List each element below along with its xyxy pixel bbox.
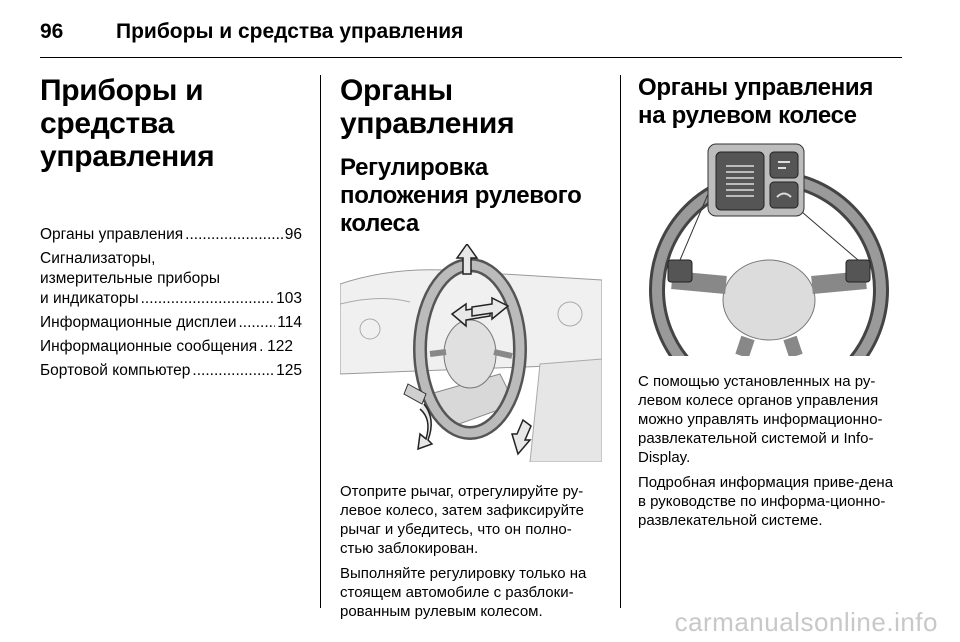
paragraph: Отоприте рычаг, отрегулируйте ру-левое колесо, затем зафиксируйте рычаг и убедитесь, что он полно-стью заблокирован. (340, 483, 584, 557)
toc-leader-dots (185, 225, 283, 245)
steering-wheel-adjust-figure (340, 244, 602, 462)
toc-entry-page: 125 (276, 362, 302, 379)
toc-entry[interactable] (40, 225, 302, 245)
steering-wheel-controls-illustration (638, 140, 900, 356)
toc-leader-dots (238, 313, 275, 333)
toc-entry[interactable] (40, 313, 302, 333)
toc-entry-label: Бортовой компьютер (40, 362, 191, 379)
watermark-text: carmanualsonline.info (674, 607, 938, 637)
toc-entry-page: 96 (284, 226, 302, 243)
steering-adjustment-illustration (340, 244, 602, 462)
column-contents (40, 74, 302, 385)
paragraph: С помощью установленных на ру-левом колесе органов управления можно управлять информационно-развлекательной системой и Info-Display. (638, 373, 883, 466)
toc-entry-page: 122 (267, 338, 294, 355)
toc-entry[interactable] (40, 361, 302, 381)
header-rule (40, 57, 902, 58)
column-wheel-controls (638, 74, 902, 536)
toc-entry-label-line: Сигнализаторы, (40, 250, 156, 267)
toc-entry[interactable] (40, 337, 302, 357)
column-controls (340, 74, 602, 627)
wheel-controls-text (638, 372, 902, 530)
toc-entry-page: 114 (277, 314, 302, 331)
column-divider-1 (320, 75, 321, 608)
column-divider-2 (620, 75, 621, 608)
table-of-contents (40, 225, 302, 381)
toc-entry[interactable] (40, 249, 302, 309)
subsection-title: Регулировка положения рулевого колеса (340, 154, 582, 237)
running-title: Приборы и средства управления (116, 20, 464, 43)
toc-leader-dots (259, 337, 265, 357)
paragraph: Подробная информация приве-дена в руководстве по информа-ционно-развлекательной системе. (638, 474, 894, 529)
chapter-title: Приборы и средства управления (40, 74, 215, 173)
toc-entry-page: 103 (276, 290, 302, 307)
section-title: Органы управления (340, 74, 515, 140)
toc-entry-label-line: измерительные приборы (40, 270, 221, 287)
page-header (40, 12, 902, 56)
paragraph: Выполняйте регулировку только на стоящем автомобиле с разблоки-рованным рулевым колесом. (340, 565, 587, 620)
steering-wheel-controls-figure (638, 140, 900, 356)
toc-leader-dots (192, 361, 274, 381)
section-title: Органы управления на рулевом колесе (638, 74, 874, 129)
toc-leader-dots (141, 289, 275, 309)
toc-entry-label: Информационные дисплеи (40, 314, 237, 331)
toc-entry-label: Информационные сообщения (40, 338, 258, 355)
controls-text (340, 482, 602, 621)
toc-entry-label-line: и индикаторы (40, 290, 139, 307)
page-number: 96 (40, 20, 64, 43)
toc-entry-label: Органы управления (40, 226, 184, 243)
